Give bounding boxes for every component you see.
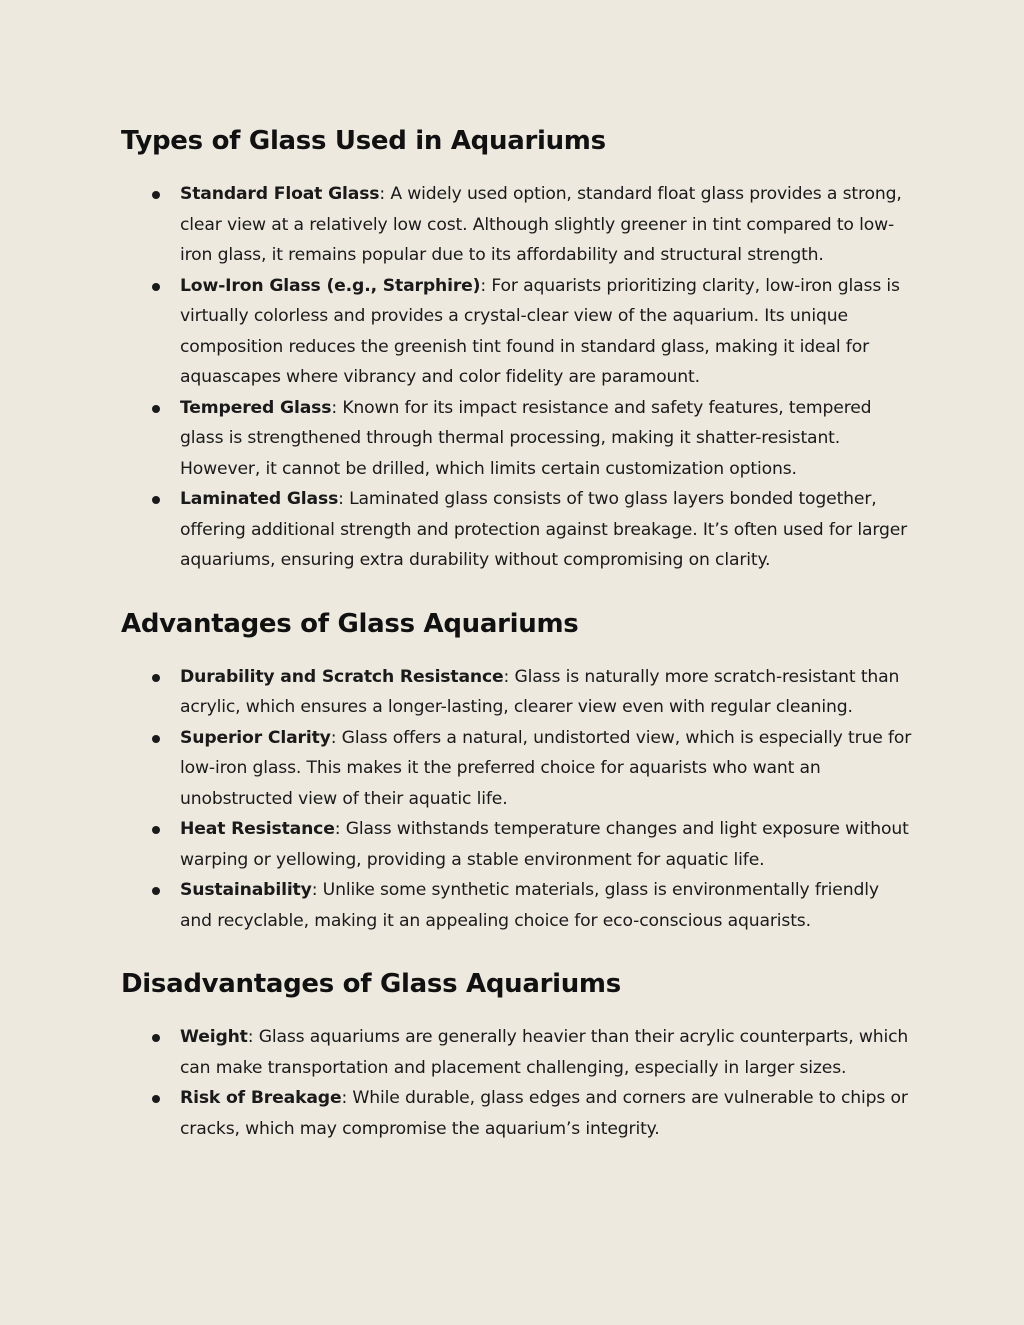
section-heading: Advantages of Glass Aquariums: [121, 608, 579, 639]
list-item-term: Standard Float Glass: [180, 184, 380, 204]
list-item: [180, 393, 914, 485]
bullet-icon: [152, 887, 160, 895]
list-item-text: : While durable, glass edges and corners are vulnerable to chips or cracks, which may compromise the aquarium’s integrity.: [180, 1088, 908, 1139]
list-item: [180, 662, 914, 723]
bullet-icon: [152, 826, 160, 834]
list-item-term: Low-Iron Glass (e.g., Starphire): [180, 275, 481, 296]
list-item-term: Heat Resistance: [180, 819, 335, 839]
bullet-icon: [152, 496, 160, 504]
list-item-text: : A widely used option, standard float glass provides a strong, clear view at a relatively low cost. Although slightly greener in tint compared to low-iron glass, it remains popular due to its affordability and structural strength.: [180, 184, 902, 265]
list-item-text: : Known for its impact resistance and safety features, tempered glass is strengthened through thermal processing, making it shatter-resistant. However, it cannot be drilled, which limits certain customization options.: [180, 397, 872, 479]
list-item-term: Laminated Glass: [180, 489, 339, 509]
list-item-text: : Unlike some synthetic materials, glass is environmentally friendly and recyclable, making it an appealing choice for eco-conscious aquarists.: [180, 880, 879, 931]
list-item: [180, 723, 914, 815]
list-item-text: : Glass offers a natural, undistorted view, which is especially true for low-iron glass. This makes it the preferred choice for aquarists who want an unobstructed view of their aquatic life.: [180, 727, 912, 809]
section-types-of-glass: [121, 121, 914, 576]
bullet-icon: [152, 283, 160, 291]
list-item: [180, 875, 914, 936]
section-spacer: [121, 936, 914, 964]
list-item-term: Weight: [180, 1027, 248, 1047]
list-item: [180, 1083, 914, 1144]
section-advantages: [121, 604, 914, 937]
bullet-list: [121, 1022, 914, 1144]
list-item-text: : Laminated glass consists of two glass layers bonded together, offering additional strength and protection against breakage. It’s often used for larger aquariums, ensuring extra durability without compromising on clarity.: [180, 489, 908, 570]
bullet-list: [121, 179, 914, 576]
list-item-text: : For aquarists prioritizing clarity, low-iron glass is virtually colorless and provides a crystal-clear view of the aquarium. Its unique composition reduces the greenish tint found in standard glass, making it ideal for aquascapes where vibrancy and color fidelity are paramount.: [180, 275, 900, 387]
list-item-term: Durability and Scratch Resistance: [180, 666, 504, 687]
bullet-icon: [152, 191, 160, 199]
list-item: [180, 484, 914, 576]
section-spacer: [121, 576, 914, 604]
section-disadvantages: [121, 964, 914, 1144]
bullet-icon: [152, 405, 160, 413]
bullet-icon: [152, 1034, 160, 1042]
bullet-icon: [152, 1095, 160, 1103]
list-item-text: : Glass is naturally more scratch-resistant than acrylic, which ensures a longer-lasting, clearer view even with regular cleaning.: [180, 666, 900, 717]
bullet-icon: [152, 674, 160, 682]
list-item: [180, 271, 914, 393]
list-item-term: Tempered Glass: [180, 397, 332, 418]
list-item-text: : Glass aquariums are generally heavier than their acrylic counterparts, which can make transportation and placement challenging, especially in larger sizes.: [180, 1027, 909, 1078]
section-heading: Types of Glass Used in Aquariums: [121, 126, 606, 156]
list-item: [180, 179, 914, 271]
bullet-list: [121, 662, 914, 937]
list-item-text: : Glass withstands temperature changes and light exposure without warping or yellowing, providing a stable environment for aquatic life.: [180, 819, 909, 870]
list-item-term: Risk of Breakage: [180, 1088, 342, 1108]
list-item: [180, 814, 914, 875]
list-item-term: Sustainability: [180, 880, 312, 900]
section-heading: Disadvantages of Glass Aquariums: [121, 969, 621, 999]
list-item: [180, 1022, 914, 1083]
list-item-term: Superior Clarity: [180, 727, 331, 748]
bullet-icon: [152, 735, 160, 743]
